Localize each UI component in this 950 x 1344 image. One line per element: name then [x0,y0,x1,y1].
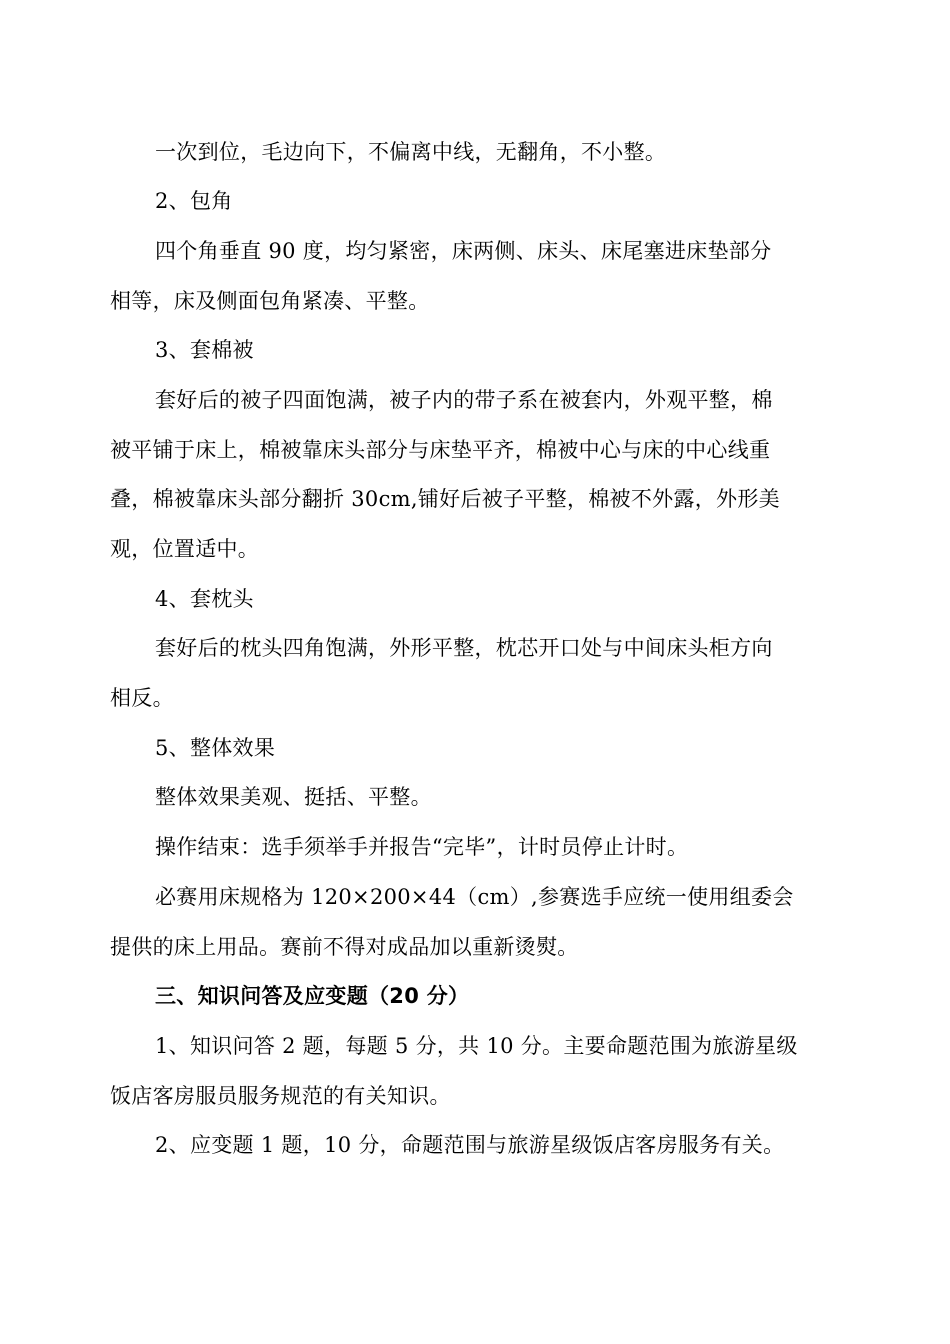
paragraph-sheet-laying [110,128,810,178]
section-heading-knowledge-qa [110,972,810,1022]
text-line: 必赛用床规格为 120×200×44（cm）,参赛选手应统一使用组委会 [155,885,794,909]
paragraph-quilt-cover [110,376,810,574]
heading-overall-effect [110,724,810,774]
text-line: 套好后的枕头四角饱满，外形平整，枕芯开口处与中间床头柜方向 [155,636,773,660]
paragraph-pillow [110,624,810,723]
text-line: 观，位置适中。 [110,536,260,561]
text-line: 2、应变题 1 题，10 分，命题范围与旅游星级饭店客房服务有关。 [155,1133,785,1157]
heading-corner-wrap [110,177,810,227]
text-line: 提供的床上用品。赛前不得对成品加以重新烫熨。 [110,934,579,959]
text-line: 1、知识问答 2 题，每题 5 分，共 10 分。主要命题范围为旅游星级 [155,1034,798,1058]
text-line: 相等，床及侧面包角紧凑、平整。 [110,288,430,313]
text-line: 套好后的被子四面饱满，被子内的带子系在被套内，外观平整，棉 [155,388,773,412]
paragraph-knowledge-qa [110,1022,810,1121]
paragraph-adaptation-question [110,1121,810,1171]
text-line: 3、套棉被 [155,338,254,362]
text-line: 2、包角 [155,189,233,213]
text-line: 饭店客房服员服务规范的有关知识。 [110,1083,451,1108]
text-line: 一次到位，毛边向下，不偏离中线，无翻角，不小整。 [155,140,667,164]
text-line: 三、知识问答及应变题（20 分） [155,984,470,1008]
paragraph-bed-spec [110,873,810,972]
paragraph-overall-effect [110,773,810,823]
paragraph-operation-end [110,823,810,873]
text-line: 四个角垂直 90 度，均匀紧密，床两侧、床头、床尾塞进床垫部分 [155,239,772,263]
text-line: 5、整体效果 [155,736,276,760]
heading-quilt-cover [110,326,810,376]
paragraph-corner-wrap [110,227,810,326]
text-line: 4、套枕头 [155,587,254,611]
heading-pillow [110,575,810,625]
text-line: 整体效果美观、挺括、平整。 [155,785,432,809]
text-line: 操作结束：选手须举手并报告“完毕”，计时员停止计时。 [155,835,689,859]
text-line: 叠，棉被靠床头部分翻折 30cm,铺好后被子平整，棉被不外露，外形美 [110,487,780,511]
text-line: 相反。 [110,685,174,710]
text-line: 被平铺于床上，棉被靠床头部分与床垫平齐，棉被中心与床的中心线重 [110,437,771,462]
